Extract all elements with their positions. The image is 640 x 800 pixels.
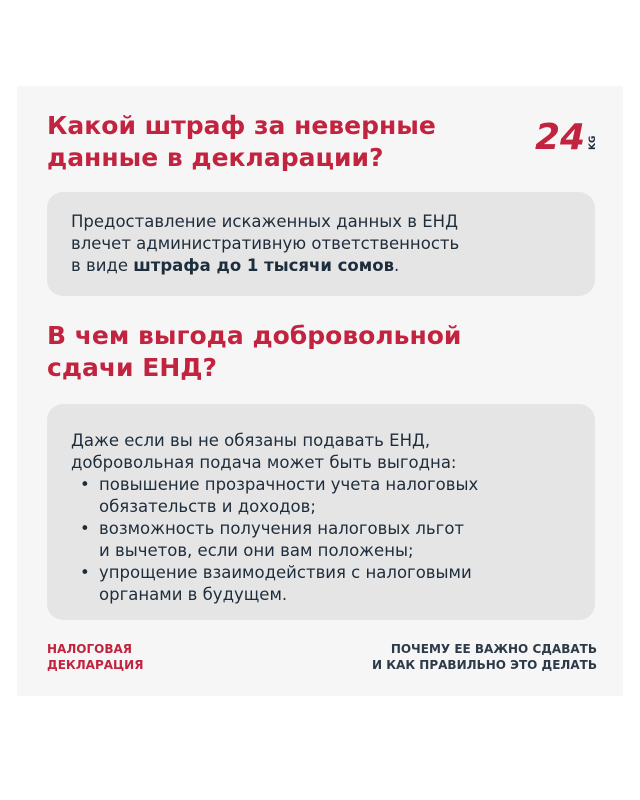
heading-line: В чем выгода добровольной xyxy=(47,321,462,350)
info-card xyxy=(17,86,623,696)
question-heading-fine xyxy=(47,110,436,174)
question-heading-benefit xyxy=(47,320,461,384)
list-item xyxy=(71,518,595,562)
text-line: добровольная подача может быть выгодна: xyxy=(71,453,457,472)
text-line: обязательств и доходов; xyxy=(99,497,316,516)
footer-topic xyxy=(47,641,143,673)
text-fragment: . xyxy=(394,256,400,275)
footer-subtitle xyxy=(372,641,597,673)
text-line: влечет административную ответственность xyxy=(71,234,460,253)
fine-info-box xyxy=(47,192,595,296)
list-item xyxy=(71,474,595,518)
text-fragment: в виде xyxy=(71,256,134,275)
benefit-list xyxy=(71,474,595,606)
logo-text: 24 xyxy=(535,117,586,156)
heading-line: Какой штраф за неверные xyxy=(47,111,436,140)
24kg-logo-icon xyxy=(535,116,601,156)
footer-line: И КАК ПРАВИЛЬНО ЭТО ДЕЛАТЬ xyxy=(372,658,597,672)
bullet-icon: • xyxy=(80,475,90,494)
heading-line: сдачи ЕНД? xyxy=(47,353,218,382)
text-line: и вычетов, если они вам положены; xyxy=(99,541,414,560)
footer-line: ПОЧЕМУ ЕЕ ВАЖНО СДАВАТЬ xyxy=(390,642,597,656)
text-line: упрощение взаимодействия с налоговыми xyxy=(99,563,472,582)
bullet-icon: • xyxy=(80,519,90,538)
logo-suffix: KG xyxy=(588,135,598,150)
bullet-icon: • xyxy=(80,563,90,582)
benefit-info-box xyxy=(47,404,595,620)
footer-line: НАЛОГОВАЯ xyxy=(47,642,133,656)
text-line: возможность получения налоговых льгот xyxy=(99,519,465,538)
heading-line: данные в декларации? xyxy=(47,143,384,172)
text-line: Предоставление искаженных данных в ЕНД xyxy=(71,212,458,231)
text-line xyxy=(71,255,595,277)
text-line: повышение прозрачности учета налоговых xyxy=(99,475,479,494)
footer-line: ДЕКЛАРАЦИЯ xyxy=(47,658,144,672)
text-line: Даже если вы не обязаны подавать ЕНД, xyxy=(71,431,431,450)
list-item xyxy=(71,562,595,606)
text-line: органами в будущем. xyxy=(99,585,288,604)
fine-amount-text: штрафа до 1 тысячи сомов xyxy=(133,256,395,275)
